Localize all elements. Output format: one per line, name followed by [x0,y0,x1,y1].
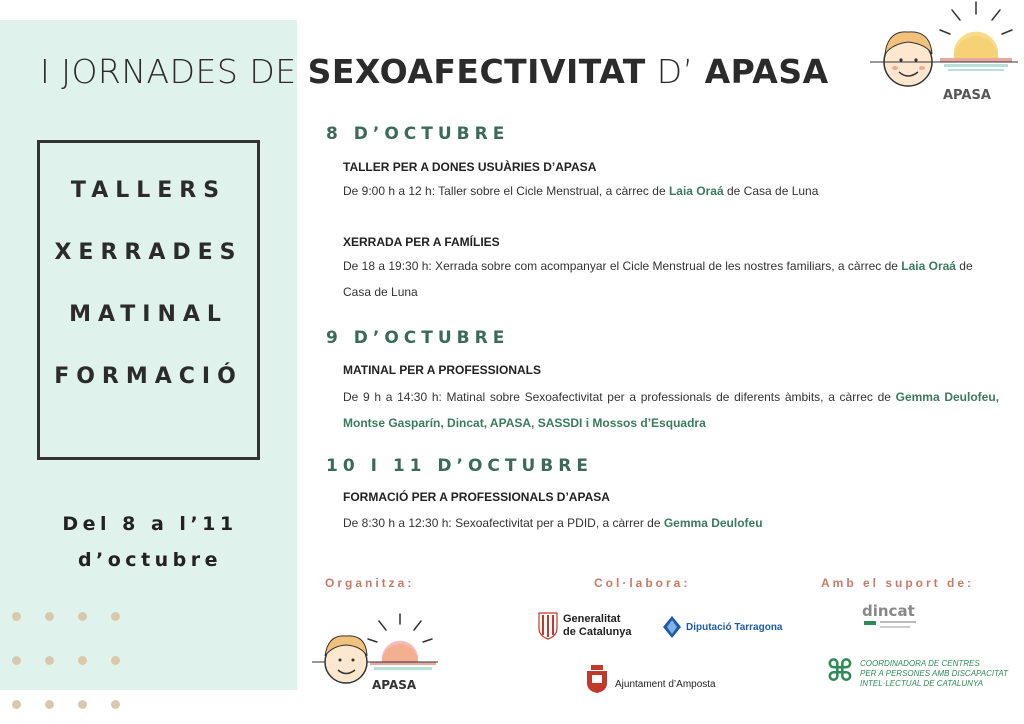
event-desc-text: de Casa de Luna [723,184,819,198]
speaker-name: Gemma Deulofeu [663,516,763,530]
apasa-logo-bottom-text: APASA [372,678,417,692]
event-desc-text: de Casa de Luna [343,259,973,299]
diputacio-text: Diputació Tarragona [686,622,783,633]
event-desc-text: De 9:00 h a 12 h: Taller sobre el Cicle Menstrual, a càrrec de [343,184,669,198]
apasa-logo-top [868,0,1018,108]
dincat-accent [864,621,876,625]
event-desc-text: De 8:30 h a 12:30 h: Sexoafectivitat per a PDID, a càrrer de [343,516,664,530]
diputacio-emblem [662,615,682,639]
event-title-xerrada: XERRADA PER A FAMÍLIES [343,235,500,249]
coordinadora-line3: INTEL·LECTUAL DE CATALUNYA [860,679,984,688]
speaker-names: Gemma Deulofeu, Montse Gasparín, Dincat, APASA, SASSDI i Mossos d’Esquadra [343,390,999,430]
event-desc-formacio [343,510,999,536]
ajuntament-text: Ajuntament d’Amposta [615,679,716,690]
coordinadora-emblem: ⌘ [826,655,854,688]
apasa-logo-top-text: APASA [943,88,991,103]
event-desc-xerrada [343,253,999,305]
decorative-dots [12,612,142,712]
dincat-logo [858,602,928,636]
generalitat-line1: Generalitat [563,613,621,625]
event-desc-text: De 9 h a 14:30 h: Matinal sobre Sexoafectivitat per a professionals de diferents àmbits, a càrrec de [343,390,896,404]
coordinadora-line2: PER A PERSONES AMB DISCAPACITAT [860,669,1009,678]
topic-xerrades: XERRADES [54,240,243,265]
title-bold-1: SEXOAFECTIVITAT [307,52,646,91]
coordinadora-logo [826,655,1009,692]
organitza-label: Organitza: [325,576,415,590]
dates-range [30,506,270,578]
diputacio-logo [662,615,783,645]
generalitat-logo [538,612,638,642]
suport-label: Amb el suport de: [821,576,975,590]
dates-range-line1: Del 8 a l’11 [62,513,238,535]
topic-tallers: TALLERS [70,178,227,203]
topics-box [37,140,260,460]
ajuntament-logo [585,664,720,700]
topic-formacio: FORMACIÓ [54,364,243,389]
apasa-logo-bottom [310,612,440,697]
dincat-line [880,626,910,628]
event-desc-matinal [343,384,999,436]
col-labora-label: Col·labora: [594,576,691,590]
ajuntament-emblem [585,664,609,694]
topic-matinal: MATINAL [69,302,228,327]
generalitat-emblem [538,612,558,640]
title-prefix: I JORNADES DE [40,52,308,91]
title-bold-2: APASA [704,52,829,91]
dates-range-line2: d’octubre [77,549,223,571]
event-desc-text: De 18 a 19:30 h: Xerrada sobre com acompanyar el Cicle Menstrual de les nostres familiars, a càrrec de [343,259,902,273]
generalitat-line2: de Catalunya [563,626,632,638]
event-desc-taller [343,178,999,204]
speaker-name: Laia Oraá [901,259,956,273]
coordinadora-line1: COORDINADORA DE CENTRES [860,659,980,668]
page-title [40,52,829,91]
day-heading-10-11: 10 I 11 D’OCTUBRE [326,456,593,476]
dincat-line [880,621,916,623]
event-title-taller: TALLER PER A DONES USUÀRIES D’APASA [343,160,597,174]
event-title-matinal: MATINAL PER A PROFESSIONALS [343,363,542,377]
speaker-name: Laia Oraá [668,184,724,198]
event-title-formacio: FORMACIÓ PER A PROFESSIONALS D’APASA [343,490,610,504]
title-mid: D’ [645,52,705,91]
dincat-text: dincat [862,602,915,620]
day-heading-9: 9 D’OCTUBRE [326,328,510,348]
day-heading-8: 8 D’OCTUBRE [326,124,510,144]
